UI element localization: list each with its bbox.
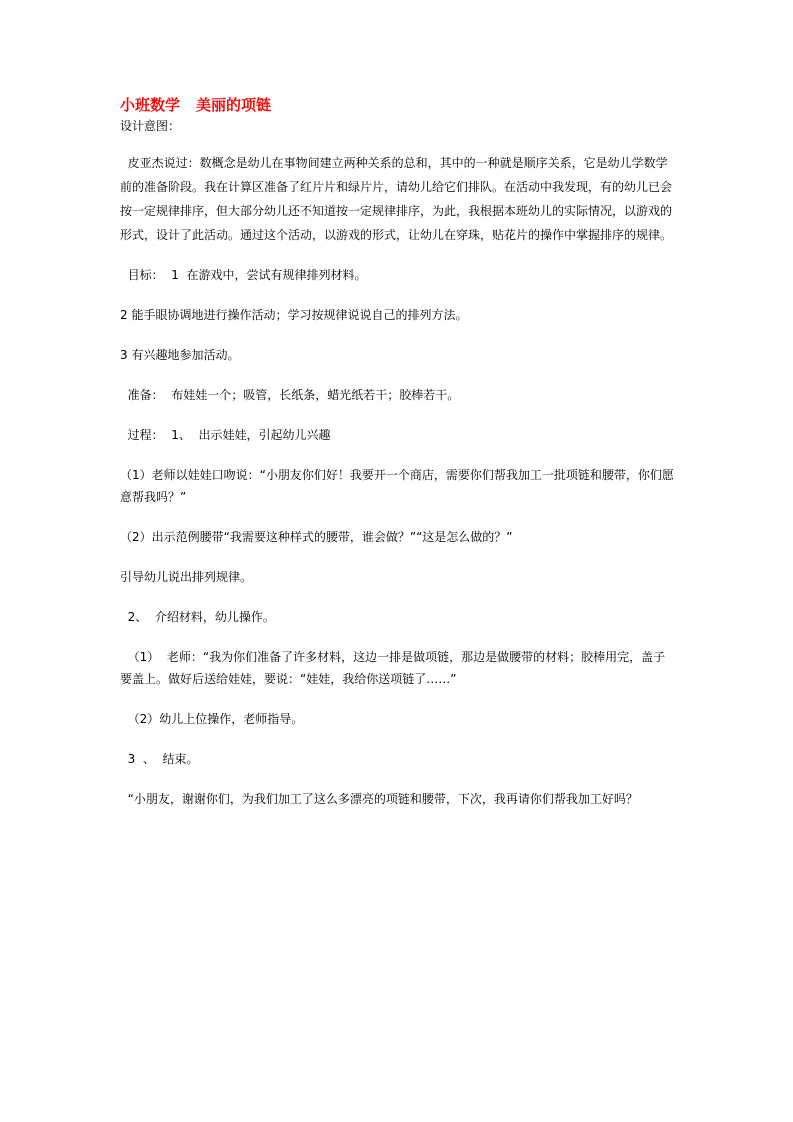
title-part-1: 小班数学 [120, 96, 181, 114]
goal-3: 3 有兴趣地参加活动。 [120, 348, 240, 362]
goal-1: 目标： 1 在游戏中，尝试有规律排列材料。 [120, 268, 367, 282]
process-step-1-2: （2）出示范例腰带“我需要这种样式的腰带，谁会做？”“这是怎么做的？” [120, 530, 513, 544]
process-step-2-1: （1） 老师：“我为你们准备了许多材料，这边一排是做项链，那边是做腰带的材料；胶棒用完，盖子要盖上。做好后送给娃娃，要说：“娃娃，我给你送项链了……” [120, 650, 666, 686]
process-step-1: 过程： 1、 出示娃娃，引起幼儿兴趣 [120, 428, 331, 442]
process-step-2-2: （2）幼儿上位操作，老师指导。 [120, 712, 304, 726]
process-step-1-1: （1）老师以娃娃口吻说：“小朋友你们好！我要开一个商店，需要你们帮我加工一批项链和腰带，你们愿意帮我吗？” [120, 468, 674, 504]
preparation: 准备： 布娃娃一个；吸管，长纸条，蜡光纸若干；胶棒若干。 [120, 388, 460, 402]
document-title [120, 95, 680, 115]
document-page [120, 95, 680, 810]
process-guide: 引导幼儿说出排列规律。 [120, 570, 253, 584]
goal-2: 2 能手眼协调地进行操作活动；学习按规律说说自己的排列方法。 [120, 308, 468, 322]
title-part-2: 美丽的项链 [196, 96, 272, 114]
closing-speech: “小朋友，谢谢你们，为我们加工了这么多漂亮的项链和腰带，下次，我再请你们帮我加工好吗？ [120, 792, 638, 806]
process-step-2: 2、 介绍材料，幼儿操作。 [120, 610, 275, 624]
design-intent-heading: 设计意图： [120, 119, 181, 133]
design-intent-body: 皮亚杰说过：数概念是幼儿在事物间建立两种关系的总和，其中的一种就是顺序关系，它是幼儿学数学前的准备阶段。我在计算区准备了红片片和绿片片，请幼儿给它们排队。在活动中我发现，有的幼儿已会按一定规律排序，但大部分幼儿还不知道按一定规律排序，为此，我根据本班幼儿的实际情况，以游戏的形式，设计了此活动。通过这个活动，以游戏的形式，让幼儿在穿珠，贴花片的操作中掌握排序的规律。 [120, 156, 673, 242]
process-step-3: 3 、 结束。 [120, 752, 199, 766]
